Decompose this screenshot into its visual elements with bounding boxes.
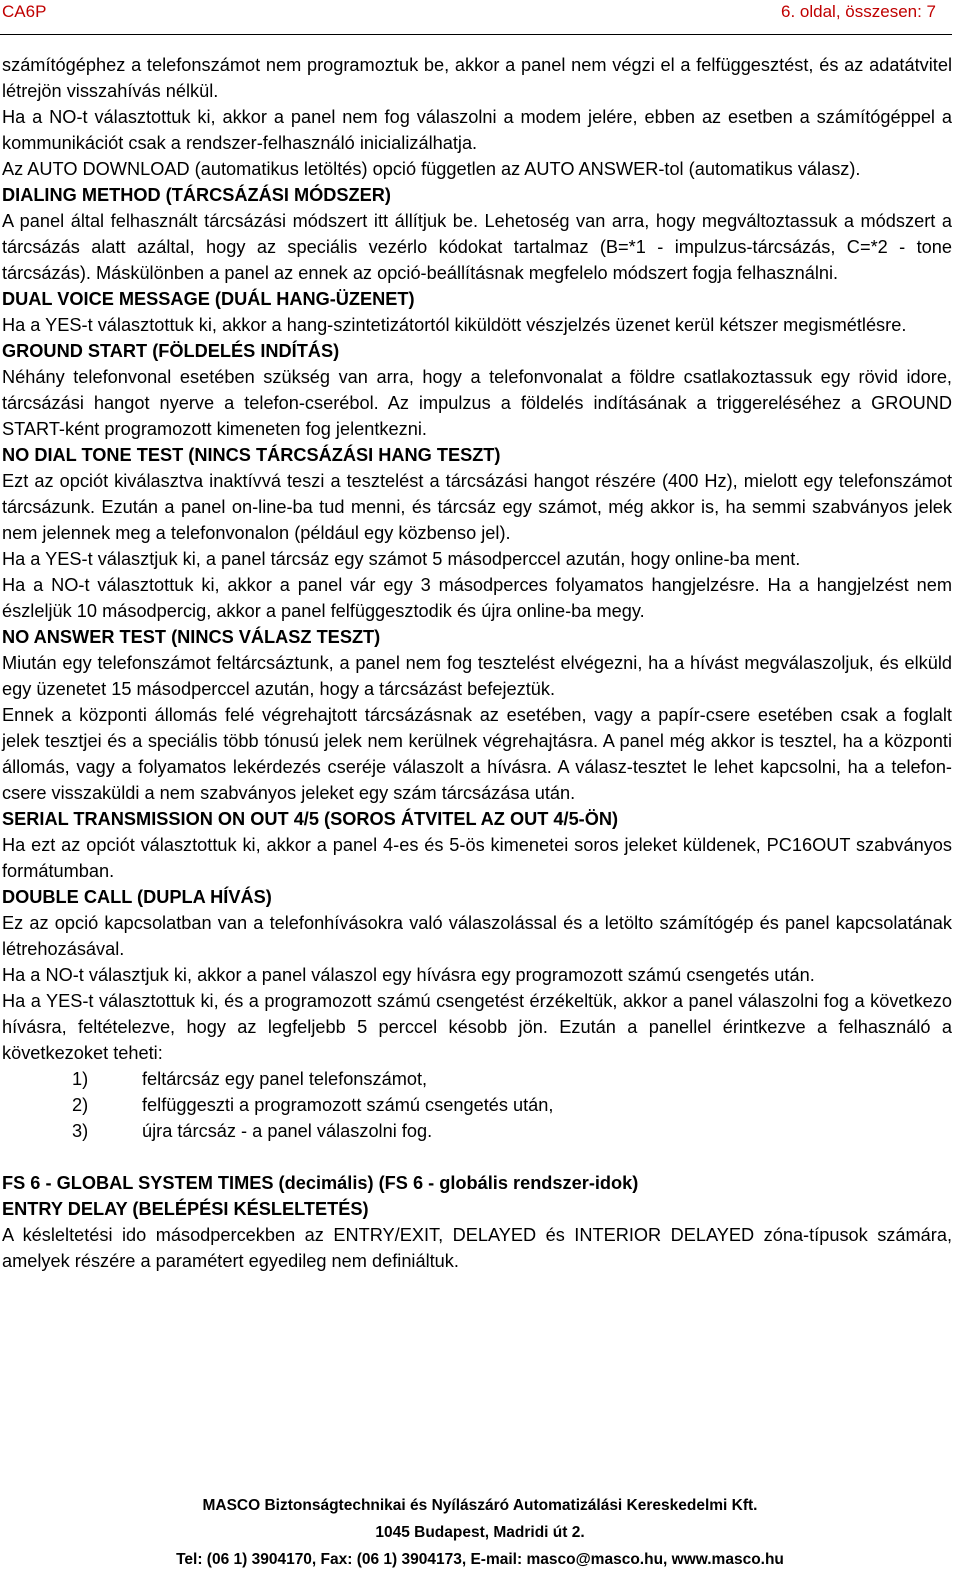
- list-item: [2, 1066, 952, 1092]
- numbered-list: [2, 1066, 952, 1144]
- page-header: [0, 0, 960, 30]
- paragraph: Ha a YES-t választottuk ki, és a programozott számú csengetést érzékeltük, akkor a panel válaszolni fog a következo hívásra, feltételezve, hogy az legfeljebb 5 perccel késobb jön. Ezután a panellel érintkezve a felhasználó a következoket teheti:: [2, 991, 952, 1063]
- paragraph: Ha a NO-t választottuk ki, akkor a panel nem fog válaszolni a modem jelére, ebben az esetben a számítógéppel a kommunikációt csak a rendszer-felhasználó inicializálhatja.: [2, 107, 952, 153]
- page-info: 6. oldal, összesen: 7: [781, 2, 936, 21]
- paragraph: Ha a YES-t választjuk ki, a panel tárcsáz egy számot 5 másodperccel azután, hogy online-ba ment.: [2, 549, 801, 569]
- paragraph: Miután egy telefonszámot feltárcsáztunk, a panel nem fog tesztelést elvégezni, ha a hívást megválaszoljuk, és elküld egy üzenetet 15 másodperccel azután, hogy a tárcsázást befejeztük.: [2, 653, 952, 699]
- list-item-number: 2): [72, 1095, 89, 1115]
- paragraph: A késleltetési ido másodpercekben az ENTRY/EXIT, DELAYED és INTERIOR DELAYED zóna-típusok számára, amelyek részére a paramétert egyedileg nem definiáltuk.: [2, 1225, 952, 1271]
- paragraph: Ez az opció kapcsolatban van a telefonhívásokra való válaszolással és a letölto számítógép és panel kapcsolatának létrehozásával.: [2, 913, 952, 959]
- paragraph: Ennek a központi állomás felé végrehajtott tárcsázásnak az esetében, vagy a papír-csere esetében csak a foglalt jelek tesztjei és a speciális több tónusú jelek nem kerülnek végrehajtásra. A panel még akkor is tesztel, ha a központi állomás, vagy a folyamatos lekérdezés cseréje válaszolt a hívásra. A válasz-tesztet le lehet kapcsolni, ha a telefon-csere visszaküldi a nem szabványos jeleket egy szám tárcsázása után.: [2, 705, 952, 803]
- header-divider: [0, 34, 952, 35]
- list-item-text: feltárcsáz egy panel telefonszámot,: [142, 1069, 428, 1089]
- list-item: [2, 1092, 952, 1118]
- section-heading-no-dial-tone-test: NO DIAL TONE TEST (NINCS TÁRCSÁZÁSI HANG TESZT): [2, 445, 501, 465]
- paragraph: Néhány telefonvonal esetében szükség van arra, hogy a telefonvonalat a földre csatlakoztassuk egy rövid idore, tárcsázási hangot nyerve a telefon-cserébol. Az impulzus a földelés indításának a triggereléséhez a GROUND START-ként programozott kimeneten fog jelentkezni.: [2, 367, 952, 439]
- list-item-number: 3): [72, 1121, 89, 1141]
- section-heading-ground-start: GROUND START (FÖLDELÉS INDÍTÁS): [2, 341, 340, 361]
- spacer: [2, 1144, 952, 1170]
- paragraph: Ha a NO-t választottuk ki, akkor a panel vár egy 3 másodperces folyamatos hangjelzésre. Ha a hangjelzést nem észleljük 10 másodpercig, akkor a panel felfüggesztodik és újra online-ba megy.: [2, 575, 952, 621]
- paragraph: Ezt az opciót kiválasztva inaktívvá teszi a tesztelést a tárcsázási hangot részére (400 Hz), mielott egy telefonszámot tárcsázunk. Ezután a panel on-line-ba tud menni, és tárcsáz egy számot, még akkor is, ha semmi szabványos jelek nem jelennek meg a telefonvonalon (például egy közbenso jel).: [2, 471, 952, 543]
- section-heading-dual-voice-message: DUAL VOICE MESSAGE (DUÁL HANG-ÜZENET): [2, 289, 415, 309]
- paragraph: Ha ezt az opciót választottuk ki, akkor a panel 4-es és 5-ös kimenetei soros jeleket küldenek, PC16OUT szabványos formátumban.: [2, 835, 952, 881]
- paragraph: A panel által felhasznált tárcsázási módszert itt állítjuk be. Lehetoség van arra, hogy megváltoztassuk a módszert a tárcsázás alatt azáltal, hogy az speciális vezérlo kódokat tartalmaz (B=*1 - impulzus-tárcsázás, C=*2 - tone tárcsázás). Máskülönben a panel az ennek az opció-beállításnak megfelelo módszert fogja felhasználni.: [2, 211, 952, 283]
- footer-contact: Tel: (06 1) 3904170, Fax: (06 1) 3904173, E-mail: masco@masco.hu, www.masco.hu: [176, 1551, 784, 1568]
- section-heading-double-call: DOUBLE CALL (DUPLA HÍVÁS): [2, 887, 272, 907]
- list-item-text: újra tárcsáz - a panel válaszolni fog.: [142, 1121, 433, 1141]
- doc-code: CA6P: [2, 2, 47, 21]
- list-item-number: 1): [72, 1069, 89, 1089]
- document-body: [2, 52, 952, 1274]
- paragraph: Az AUTO DOWNLOAD (automatikus letöltés) opció független az AUTO ANSWER-tol (automatikus válasz).: [2, 159, 861, 179]
- page-footer: [0, 1492, 960, 1573]
- list-item-text: felfüggeszti a programozott számú csengetés után,: [142, 1095, 554, 1115]
- section-heading-no-answer-test: NO ANSWER TEST (NINCS VÁLASZ TESZT): [2, 627, 381, 647]
- section-heading-fs6: FS 6 - GLOBAL SYSTEM TIMES (decimális) (FS 6 - globális rendszer-idok): [2, 1173, 639, 1193]
- section-heading-serial-transmission: SERIAL TRANSMISSION ON OUT 4/5 (SOROS ÁTVITEL AZ OUT 4/5-ÖN): [2, 809, 619, 829]
- footer-company: MASCO Biztonságtechnikai és Nyílászáró Automatizálási Kereskedelmi Kft.: [202, 1497, 758, 1514]
- section-heading-dialing-method: DIALING METHOD (TÁRCSÁZÁSI MÓDSZER): [2, 185, 391, 205]
- section-heading-entry-delay: ENTRY DELAY (BELÉPÉSI KÉSLELTETÉS): [2, 1199, 369, 1219]
- paragraph: Ha a NO-t választjuk ki, akkor a panel válaszol egy hívásra egy programozott számú csengetés után.: [2, 965, 815, 985]
- list-item: [2, 1118, 952, 1144]
- paragraph: Ha a YES-t választottuk ki, akkor a hang-szintetizátortól kiküldött vészjelzés üzenet kerül kétszer megismétlésre.: [2, 315, 907, 335]
- paragraph: számítógéphez a telefonszámot nem programoztuk be, akkor a panel nem végzi el a felfüggesztést, és az adatátvitel létrejön visszahívás nélkül.: [2, 55, 952, 101]
- footer-address: 1045 Budapest, Madridi út 2.: [375, 1524, 585, 1541]
